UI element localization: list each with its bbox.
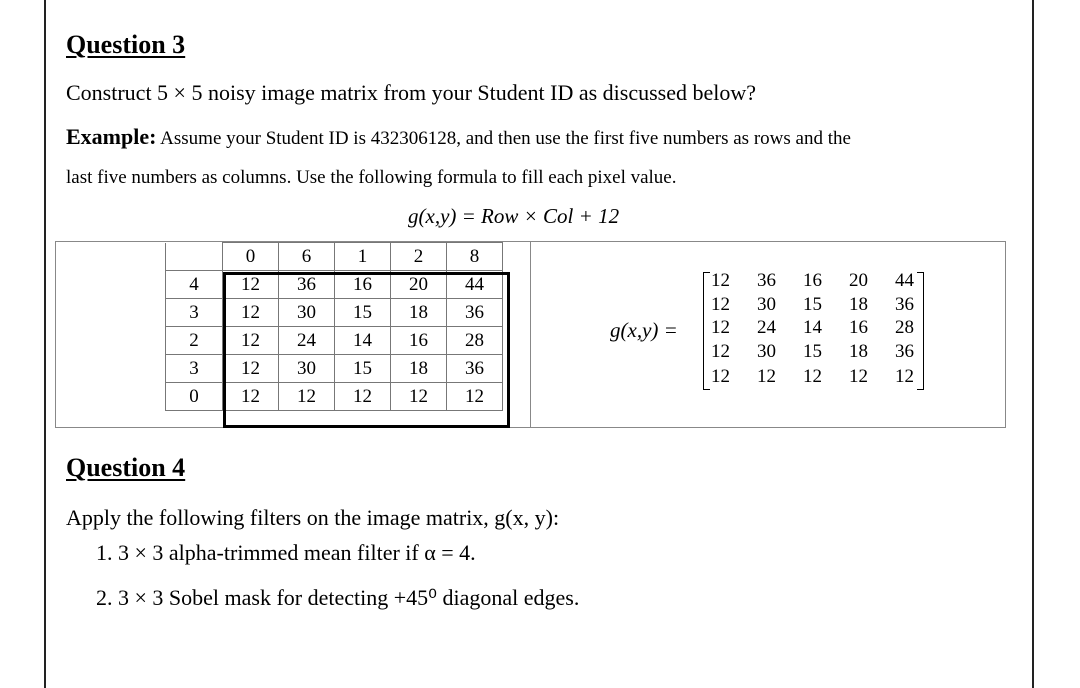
col-header: 6 <box>279 243 335 271</box>
table-cell: 30 <box>279 299 335 327</box>
table-corner <box>166 243 223 271</box>
matrix-cell: 12 <box>849 366 868 387</box>
example-label: Example: <box>66 124 157 149</box>
matrix-cell: 28 <box>895 317 914 338</box>
figure-divider <box>530 241 531 428</box>
list-item: 2. 3 × 3 Sobel mask for detecting +45⁰ diagonal edges. <box>96 585 580 610</box>
list-item: 1. 3 × 3 alpha-trimmed mean filter if α = 4. <box>96 540 476 565</box>
table-cell: 36 <box>447 355 503 383</box>
matrix-cell: 12 <box>711 294 730 315</box>
table-header-row <box>166 243 503 271</box>
matrix-cell: 16 <box>849 317 868 338</box>
table-row <box>166 355 503 383</box>
matrix-cell: 15 <box>803 341 822 362</box>
matrix-cell: 14 <box>803 317 822 338</box>
table-cell: 12 <box>391 383 447 411</box>
table-cell: 12 <box>223 355 279 383</box>
matrix-cell: 36 <box>895 294 914 315</box>
col-header: 0 <box>223 243 279 271</box>
table-cell: 20 <box>391 271 447 299</box>
table-cell: 12 <box>223 327 279 355</box>
table-cell: 14 <box>335 327 391 355</box>
col-header: 2 <box>391 243 447 271</box>
table-row <box>166 383 503 411</box>
left-bracket <box>703 272 710 390</box>
table-row <box>166 271 503 299</box>
table-cell: 18 <box>391 355 447 383</box>
table-row <box>166 327 503 355</box>
example-line-2: last five numbers as columns. Use the following formula to fill each pixel value. <box>66 167 677 188</box>
matrix-cell: 12 <box>895 366 914 387</box>
matrix-cell: 12 <box>711 341 730 362</box>
matrix-cell: 30 <box>757 341 776 362</box>
matrix-cell: 16 <box>803 270 822 291</box>
question-4-intro: Apply the following filters on the image matrix, g(x, y): <box>66 505 560 530</box>
row-header: 4 <box>166 271 223 299</box>
matrix-cell: 12 <box>757 366 776 387</box>
table-cell: 16 <box>391 327 447 355</box>
table-cell: 12 <box>279 383 335 411</box>
table-cell: 12 <box>223 299 279 327</box>
table-row <box>166 299 503 327</box>
matrix-cell: 36 <box>757 270 776 291</box>
matrix-cell: 44 <box>895 270 914 291</box>
table-cell: 44 <box>447 271 503 299</box>
matrix-cell: 20 <box>849 270 868 291</box>
question-3-intro: Construct 5 × 5 noisy image matrix from your Student ID as discussed below? <box>66 80 757 105</box>
matrix-cell: 12 <box>711 317 730 338</box>
table-cell: 12 <box>447 383 503 411</box>
pixel-table <box>165 242 503 411</box>
matrix-row <box>711 341 925 363</box>
table-cell: 15 <box>335 299 391 327</box>
col-header: 1 <box>335 243 391 271</box>
row-header: 3 <box>166 355 223 383</box>
matrix-cell: 15 <box>803 294 822 315</box>
table-cell: 24 <box>279 327 335 355</box>
example-line-1 <box>66 124 851 150</box>
question-4-heading: Question 4 <box>66 453 186 482</box>
row-header: 2 <box>166 327 223 355</box>
matrix-row <box>711 317 925 339</box>
table-cell: 36 <box>447 299 503 327</box>
matrix-cell: 24 <box>757 317 776 338</box>
table-cell: 16 <box>335 271 391 299</box>
matrix-cell: 18 <box>849 341 868 362</box>
formula: g(x,y) = Row × Col + 12 <box>408 204 620 228</box>
matrix-cell: 36 <box>895 341 914 362</box>
matrix-cell: 18 <box>849 294 868 315</box>
matrix-row <box>711 366 925 388</box>
filter-list <box>96 540 579 630</box>
table-cell: 12 <box>335 383 391 411</box>
matrix-cell: 30 <box>757 294 776 315</box>
matrix-cell: 12 <box>711 366 730 387</box>
col-header: 8 <box>447 243 503 271</box>
table-cell: 28 <box>447 327 503 355</box>
matrix-cell: 12 <box>711 270 730 291</box>
matrix-label: g(x,y) = <box>610 318 678 342</box>
question-3-heading: Question 3 <box>66 30 186 59</box>
table-cell: 12 <box>223 271 279 299</box>
matrix-row <box>711 294 925 316</box>
table-cell: 36 <box>279 271 335 299</box>
matrix-cell: 12 <box>803 366 822 387</box>
table-cell: 18 <box>391 299 447 327</box>
table-cell: 30 <box>279 355 335 383</box>
matrix-row <box>711 270 925 292</box>
row-header: 0 <box>166 383 223 411</box>
example-text-1: Assume your Student ID is 432306128, and then use the first five numbers as rows and the <box>156 128 851 149</box>
row-header: 3 <box>166 299 223 327</box>
table-cell: 15 <box>335 355 391 383</box>
table-cell: 12 <box>223 383 279 411</box>
